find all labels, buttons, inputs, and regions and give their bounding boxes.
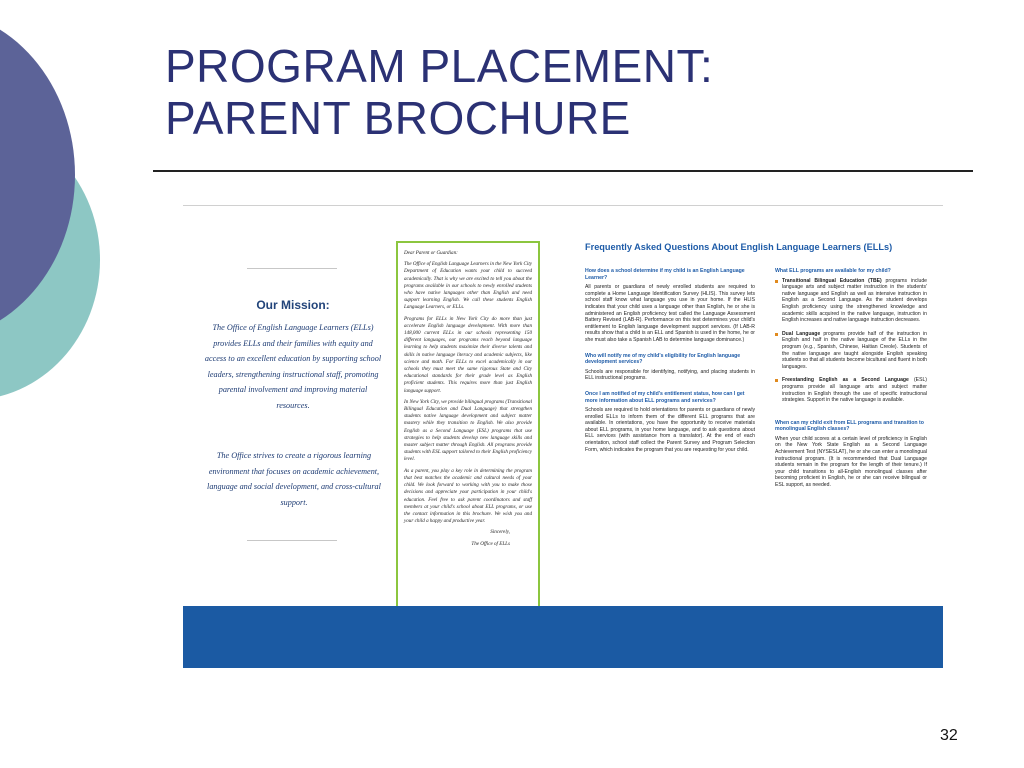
faq-answer-5: When your child scores at a certain level of proficiency in English on the New York State English as a Second Language Achievement Test (NYSESLAT), he or she can enter a monolingual instructional program. (It is recommended that Dual Language students remain in the program for the length of their tenure.) If your child transitions to all-English monolingual classes after becoming proficient in English, he or she can receive bilingual or ESL support, as needed.: [775, 435, 927, 489]
program-name: Dual Language: [782, 330, 821, 337]
slide-title-line2: PARENT BROCHURE: [165, 92, 631, 144]
faq-column-2: [775, 268, 927, 498]
faq-answer-3: Schools are required to hold orientations for parents or guardians of newly enrolled ELLs to inform them of the different ELL programs that are available. In orientations, you have the opportunity to receive materials about ELL programs, in your home language, and to ask questions about ELL services (with assistance from a translator). At the end of each orientation, school staff collect the Parent Survey and Program Selection Form, which indicates the program that you are requesting for your child.: [585, 407, 755, 453]
mission-rule-bottom: [247, 540, 337, 541]
program-item: [775, 331, 927, 371]
bullet-icon: [775, 333, 778, 336]
program-text: programs include language arts and subject matter instruction in the students' native language and English as well as intensive instruction in English as a Second Language. As the student develops English proficiency using the strengthened knowledge and academic skills acquired in the native language, instruction in English increases and native language instruction decreases.: [782, 277, 927, 324]
program-name: Transitional Bilingual Education (TBE): [782, 277, 882, 284]
faq-answer-2: Schools are responsible for identifying, notifying, and placing students in ELL instructional programs.: [585, 368, 755, 382]
slide-title: [165, 40, 713, 144]
faq-question-5: When can my child exit from ELL programs and transition to monolingual English classes?: [775, 419, 924, 433]
bullet-icon: [775, 379, 778, 382]
letter-greeting: Dear Parent or Guardian:: [404, 250, 458, 256]
program-item: [775, 377, 927, 403]
letter-paragraph-4: As a parent, you play a key role in determining the program that best matches the academic and cultural needs of your child. We look forward to working with you to make those decisions and appreciate your participation in your child's education. Feel free to ask parent coordinators and staff members at your child's school about ELL programs, or use the contact information in this brochure. We wish you and your child a happy and productive year.: [404, 467, 532, 525]
letter-paragraph-1: The Office of English Language Learners in the New York City Department of Education wants your child to succeed academically. That is why we are excited to tell you about the programs available in our schools to newly enrolled students who have native languages other than English and need support learning English. We call these students English Language Learners, or ELLs.: [404, 261, 533, 311]
letter-paragraph-2: Programs for ELLs in New York City do more than just accelerate English language development. With more than 148,000 current ELLs in our schools representing 150 different languages, our programs reach beyond language learning to help students maximize their diverse talents and skills in native language literacy and academic subjects, like science and math. For ELLs to excel academically in our schools they must meet the same rigorous State and City educational standards for their grade level as English proficient students. This requires more than just English language support.: [404, 315, 532, 394]
faq-question-4: What ELL programs are available for my child?: [775, 268, 891, 274]
title-divider: [153, 170, 973, 172]
faq-column-1: [585, 268, 755, 462]
mission-paragraph-2: The Office strives to create a rigorous learning environment that focuses on academic achievement, language and social development, and cross-cultural support.: [207, 451, 381, 507]
program-name: Freestanding English as a Second Language: [782, 377, 909, 384]
brochure-image: [183, 205, 943, 668]
program-text: (ESL) programs provide all language arts and subject matter instruction in English through the use of specific instructional strategies. Support in the native language is available.: [782, 377, 927, 404]
mission-paragraph-1: The Office of English Language Learners (ELLs) provides ELLs and their families with equity and access to an excellent education by supporting school leaders, strengthening instructional staff, promoting parental involvement and improving material resources.: [204, 323, 382, 410]
slide-number: 32: [940, 727, 958, 744]
faq-answer-1: All parents or guardians of newly enrolled students are required to complete a Home Language Identification Survey (HLIS). This survey lets school staff know what language you use in your home. If the HLIS indicates that your child uses a language other than English, he or she is administered an English proficiency test called the Language Assessment Battery Revised (LAB-R). Performance on this test determines your child's entitlement to English language development support services. (If LAB-R results show that a child is an ELL and Spanish is used in the home, he or she must also take a Spanish LAB to determine language dominance.): [585, 284, 755, 343]
mission-heading: Our Mission:: [256, 298, 330, 312]
faq-title: Frequently Asked Questions About English Language Learners (ELLs): [585, 242, 893, 252]
letter-signature: The Office of ELLs: [471, 540, 510, 547]
program-text: programs provide half of the instruction in English and half in the native language of the ELLs in the program (e.g., Spanish, Chinese, Haitian Creole). Students of the native language are taught alongside English speaking students so that all students become bicultural and fluent in both languages.: [782, 330, 927, 370]
slide-title-line1: PROGRAM PLACEMENT:: [165, 40, 714, 92]
faq-question-2: Who will notify me of my child's eligibility for English language development services?: [585, 352, 741, 366]
letter-paragraph-3: In New York City, we provide bilingual programs (Transitional Bilingual Education and Dual Language) that strengthen students native language development and subject matter mastery while they transition to English. We also provide English as a Second Language (ESL) programs that use strategies to help students develop new language skills and master subject matter through English. All programs provide students with ESL support tailored to their English proficiency level.: [404, 398, 532, 463]
mission-rule-top: [247, 268, 337, 269]
faq-question-3: Once I am notified of my child's entitlement status, how can I get more information about ELL programs and services?: [585, 390, 745, 404]
program-item: [775, 278, 927, 324]
brochure-footer-band: [183, 606, 943, 668]
faq-question-1: How does a school determine if my child is an English Language Learner?: [585, 268, 745, 281]
bullet-icon: [775, 280, 778, 283]
parent-letter: [396, 241, 540, 631]
letter-closing: Sincerely,: [490, 529, 510, 536]
